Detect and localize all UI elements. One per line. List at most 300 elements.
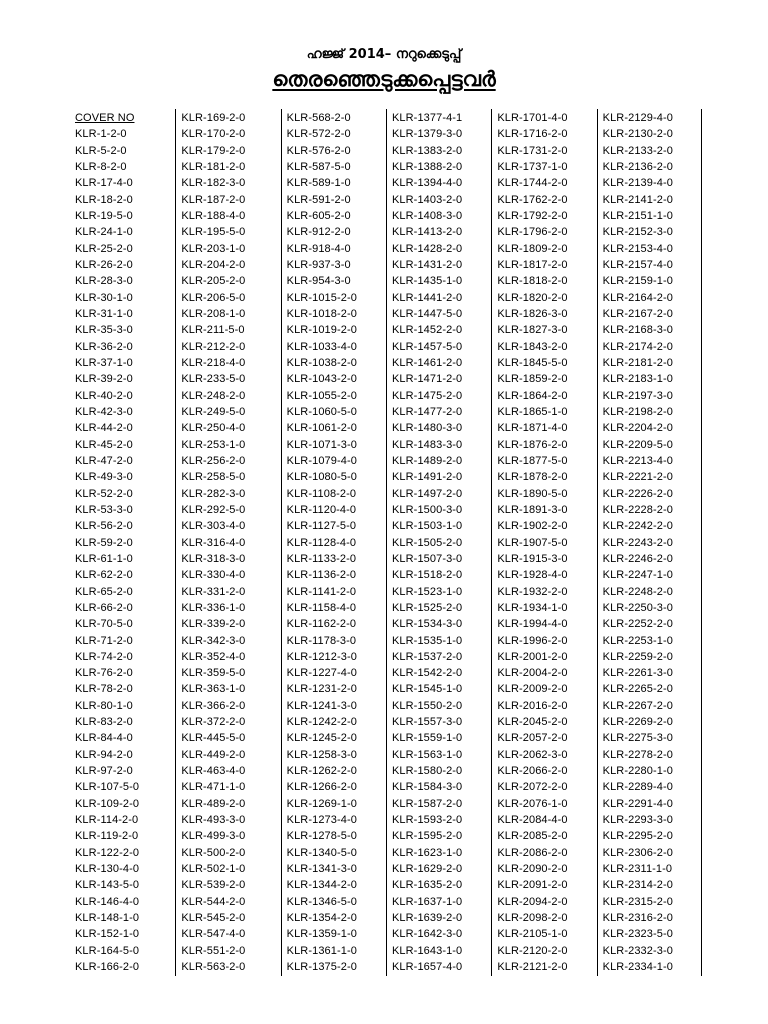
cover-number-cell: KLR-2209-5-0 [602, 438, 673, 451]
cover-number-cell: KLR-143-5-0 [75, 879, 140, 892]
cover-number-cell: KLR-122-2-0 [75, 846, 140, 859]
cover-number-cell: KLR-2265-2-0 [602, 683, 673, 696]
cover-number-cell: KLR-1580-2-0 [391, 765, 463, 778]
cover-number-cell: KLR-2269-2-0 [602, 716, 673, 729]
cover-number-cell: KLR-169-2-0 [181, 112, 246, 124]
cover-number-cell: KLR-331-2-0 [181, 585, 246, 598]
cover-number-cell: KLR-2275-3-0 [602, 732, 673, 745]
cover-number-cell: KLR-2242-2-0 [602, 520, 673, 533]
cover-number-cell: KLR-74-2-0 [75, 650, 133, 663]
cover-number-cell: KLR-2278-2-0 [602, 748, 673, 761]
cover-number-cell: KLR-258-5-0 [181, 471, 246, 484]
cover-number-cell: KLR-78-2-0 [75, 683, 133, 696]
cover-number-cell: KLR-937-3-0 [286, 258, 351, 271]
cover-number-cell: KLR-1080-5-0 [286, 471, 357, 484]
cover-number-cell: KLR-1346-5-0 [286, 895, 357, 908]
table-column [491, 109, 596, 976]
cover-number-cell: KLR-2121-2-0 [497, 961, 568, 974]
cover-number-cell: KLR-19-5-0 [75, 209, 133, 222]
cover-number-cell: KLR-1657-4-0 [391, 961, 463, 974]
cover-number-cell: KLR-1503-1-0 [391, 520, 463, 533]
cover-number-cell: KLR-1015-2-0 [286, 291, 357, 304]
cover-number-cell: KLR-1359-1-0 [286, 928, 357, 941]
cover-number-cell: KLR-76-2-0 [75, 667, 133, 680]
cover-number-cell: KLR-316-4-0 [181, 536, 246, 549]
cover-number-cell: KLR-1278-5-0 [286, 830, 357, 843]
cover-number-cell: KLR-70-5-0 [75, 618, 133, 631]
cover-number-cell: KLR-1595-2-0 [391, 830, 463, 843]
cover-number-cell: KLR-1055-2-0 [286, 389, 357, 402]
page-header [0, 46, 768, 92]
cover-number-cell: KLR-1413-2-0 [391, 226, 463, 239]
cover-number-cell: KLR-1915-3-0 [497, 552, 568, 565]
cover-number-cell: KLR-1242-2-0 [286, 716, 357, 729]
cover-number-cell: KLR-5-2-0 [75, 144, 127, 157]
cover-number-cell: KLR-1932-2-0 [497, 585, 568, 598]
cover-number-cell: KLR-2174-2-0 [602, 340, 673, 353]
cover-number-cell: KLR-2334-1-0 [602, 961, 673, 974]
cover-number-cell: KLR-500-2-0 [181, 846, 246, 859]
cover-number-cell: KLR-352-4-0 [181, 650, 246, 663]
cover-number-cell: KLR-2045-2-0 [497, 716, 568, 729]
cover-number-cell: KLR-1907-5-0 [497, 536, 568, 549]
cover-number-cell: KLR-1231-2-0 [286, 683, 357, 696]
cover-number-cell: KLR-2291-4-0 [602, 797, 673, 810]
cover-number-cell: KLR-218-4-0 [181, 356, 246, 369]
cover-number-cell: KLR-2004-2-0 [497, 667, 568, 680]
cover-number-cell: KLR-2253-1-0 [602, 634, 673, 647]
cover-number-cell: KLR-2136-2-0 [602, 160, 673, 173]
cover-number-cell: KLR-2226-2-0 [602, 487, 673, 500]
cover-number-cell: KLR-18-2-0 [75, 193, 133, 206]
cover-number-cell: KLR-1865-1-0 [497, 405, 568, 418]
cover-number-cell: KLR-2228-2-0 [602, 503, 673, 516]
cover-number-cell: KLR-1375-2-0 [286, 961, 357, 974]
cover-number-cell: KLR-1441-2-0 [391, 291, 463, 304]
cover-number-cell: KLR-1629-2-0 [391, 863, 463, 876]
cover-number-cell: KLR-2167-2-0 [602, 307, 673, 320]
cover-number-cell: KLR-1525-2-0 [391, 601, 463, 614]
cover-number-cell: KLR-1033-4-0 [286, 340, 357, 353]
cover-number-cell: KLR-539-2-0 [181, 879, 246, 892]
cover-number-cell: KLR-1108-2-0 [286, 487, 357, 500]
cover-number-cell: KLR-206-5-0 [181, 291, 246, 304]
cover-number-cell: KLR-2009-2-0 [497, 683, 568, 696]
cover-number-cell: KLR-1061-2-0 [286, 422, 357, 435]
cover-number-cell: KLR-2001-2-0 [497, 650, 568, 663]
cover-number-cell: KLR-2246-2-0 [602, 552, 673, 565]
cover-number-cell: KLR-1060-5-0 [286, 405, 357, 418]
cover-number-cell: KLR-2157-4-0 [602, 258, 673, 271]
cover-number-table [70, 109, 702, 976]
cover-number-cell: KLR-1471-2-0 [391, 373, 463, 386]
cover-number-cell: KLR-1537-2-0 [391, 650, 463, 663]
cover-number-cell: KLR-1639-2-0 [391, 912, 463, 925]
cover-number-cell: KLR-80-1-0 [75, 699, 133, 712]
cover-number-cell: KLR-1505-2-0 [391, 536, 463, 549]
cover-number-cell: KLR-1701-4-0 [497, 112, 568, 124]
cover-number-cell: KLR-8-2-0 [75, 160, 127, 173]
cover-number-cell: KLR-1878-2-0 [497, 471, 568, 484]
cover-number-cell: KLR-303-4-0 [181, 520, 246, 533]
cover-number-cell: KLR-44-2-0 [75, 422, 133, 435]
cover-number-cell: KLR-30-1-0 [75, 291, 133, 304]
cover-number-cell: KLR-1383-2-0 [391, 144, 463, 157]
cover-number-cell: KLR-1820-2-0 [497, 291, 568, 304]
title-wrap [0, 66, 768, 92]
cover-number-cell: KLR-2315-2-0 [602, 895, 673, 908]
cover-number-cell: KLR-45-2-0 [75, 438, 133, 451]
cover-number-cell: KLR-36-2-0 [75, 340, 133, 353]
cover-number-cell: KLR-1542-2-0 [391, 667, 463, 680]
cover-number-cell: KLR-94-2-0 [75, 748, 133, 761]
cover-number-cell: KLR-1994-4-0 [497, 618, 568, 631]
cover-number-cell: KLR-1447-5-0 [391, 307, 463, 320]
cover-number-cell: KLR-166-2-0 [75, 961, 140, 974]
cover-number-cell: KLR-363-1-0 [181, 683, 246, 696]
cover-number-cell: KLR-146-4-0 [75, 895, 140, 908]
cover-number-cell: KLR-2323-5-0 [602, 928, 673, 941]
cover-number-cell: KLR-1262-2-0 [286, 765, 357, 778]
cover-number-cell: KLR-2152-3-0 [602, 226, 673, 239]
cover-number-cell: KLR-1550-2-0 [391, 699, 463, 712]
cover-number-cell: KLR-83-2-0 [75, 716, 133, 729]
cover-number-cell: KLR-97-2-0 [75, 765, 133, 778]
cover-number-cell: KLR-1079-4-0 [286, 454, 357, 467]
cover-number-cell: KLR-56-2-0 [75, 520, 133, 533]
cover-number-cell: KLR-1266-2-0 [286, 781, 357, 794]
cover-number-cell: KLR-1635-2-0 [391, 879, 463, 892]
cover-number-cell: KLR-545-2-0 [181, 912, 246, 925]
cover-number-cell: KLR-119-2-0 [75, 830, 139, 843]
cover-number-cell: KLR-339-2-0 [181, 618, 246, 631]
cover-number-cell: KLR-2151-1-0 [602, 209, 673, 222]
cover-number-cell: KLR-1557-3-0 [391, 716, 463, 729]
cover-number-cell: KLR-2332-3-0 [602, 944, 673, 957]
cover-number-cell: KLR-2183-1-0 [602, 373, 673, 386]
cover-number-cell: KLR-336-1-0 [181, 601, 246, 614]
table-column [597, 109, 702, 976]
cover-number-cell: KLR-1341-3-0 [286, 863, 357, 876]
cover-number-cell: KLR-2062-3-0 [497, 748, 568, 761]
cover-number-cell: KLR-1843-2-0 [497, 340, 568, 353]
cover-number-cell: KLR-2181-2-0 [602, 356, 673, 369]
cover-number-cell: KLR-359-5-0 [181, 667, 246, 680]
cover-number-cell: KLR-1497-2-0 [391, 487, 463, 500]
cover-number-cell: KLR-1871-4-0 [497, 422, 568, 435]
cover-number-cell: KLR-1792-2-0 [497, 209, 568, 222]
cover-number-cell: KLR-195-5-0 [181, 226, 246, 239]
cover-number-cell: KLR-563-2-0 [181, 961, 246, 974]
cover-number-cell: KLR-1273-4-0 [286, 814, 357, 827]
cover-number-cell: KLR-211-5-0 [181, 324, 245, 337]
cover-number-cell: KLR-1876-2-0 [497, 438, 568, 451]
table-column [281, 109, 386, 976]
cover-number-cell: KLR-463-4-0 [181, 765, 246, 778]
cover-number-cell: KLR-1545-1-0 [391, 683, 463, 696]
cover-number-cell: KLR-1491-2-0 [391, 471, 463, 484]
cover-number-cell: KLR-1826-3-0 [497, 307, 568, 320]
cover-number-cell: KLR-1136-2-0 [286, 569, 357, 582]
cover-number-cell: KLR-2316-2-0 [602, 912, 673, 925]
cover-number-cell: KLR-1623-1-0 [391, 846, 463, 859]
cover-number-cell: KLR-109-2-0 [75, 797, 140, 810]
cover-number-cell: KLR-2252-2-0 [602, 618, 673, 631]
cover-number-cell: KLR-2120-2-0 [497, 944, 568, 957]
cover-number-cell: KLR-1435-1-0 [391, 275, 463, 288]
cover-number-cell: KLR-2164-2-0 [602, 291, 673, 304]
cover-number-cell: KLR-179-2-0 [181, 144, 246, 157]
cover-number-cell: KLR-2295-2-0 [602, 830, 673, 843]
cover-number-cell: KLR-65-2-0 [75, 585, 133, 598]
cover-number-cell: KLR-1394-4-0 [391, 177, 463, 190]
cover-number-cell: KLR-1534-3-0 [391, 618, 463, 631]
cover-number-cell: KLR-1158-4-0 [286, 601, 357, 614]
cover-number-cell: KLR-2250-3-0 [602, 601, 673, 614]
cover-number-cell: KLR-292-5-0 [181, 503, 246, 516]
page-subtitle: ഹജ്ജ് 2014– നറുക്കെടുപ്പ് [306, 47, 462, 62]
cover-number-cell: KLR-250-4-0 [181, 422, 246, 435]
cover-number-cell: KLR-25-2-0 [75, 242, 133, 255]
cover-number-cell: KLR-152-1-0 [75, 928, 140, 941]
cover-number-cell: KLR-2086-2-0 [497, 846, 568, 859]
cover-number-cell: KLR-84-4-0 [75, 732, 133, 745]
cover-number-cell: KLR-53-3-0 [75, 503, 133, 516]
cover-number-cell: KLR-1043-2-0 [286, 373, 357, 386]
cover-number-cell: KLR-1377-4-1 [391, 112, 463, 124]
cover-number-cell: KLR-1593-2-0 [391, 814, 463, 827]
cover-number-cell: KLR-1489-2-0 [391, 454, 463, 467]
cover-number-cell: KLR-248-2-0 [181, 389, 246, 402]
cover-number-cell: KLR-205-2-0 [181, 275, 246, 288]
cover-number-cell: KLR-35-3-0 [75, 324, 133, 337]
cover-number-cell: KLR-1864-2-0 [497, 389, 568, 402]
cover-number-cell: KLR-912-2-0 [286, 226, 351, 239]
cover-number-cell: KLR-1818-2-0 [497, 275, 568, 288]
cover-number-cell: KLR-1744-2-0 [497, 177, 568, 190]
cover-number-cell: KLR-1587-2-0 [391, 797, 463, 810]
cover-number-cell: KLR-1127-5-0 [286, 520, 357, 533]
cover-number-cell: KLR-2016-2-0 [497, 699, 568, 712]
cover-number-cell: KLR-28-3-0 [75, 275, 133, 288]
cover-number-cell: KLR-2084-4-0 [497, 814, 568, 827]
cover-number-cell: KLR-188-4-0 [181, 209, 246, 222]
cover-number-cell: KLR-1643-1-0 [391, 944, 463, 957]
cover-number-cell: KLR-1403-2-0 [391, 193, 463, 206]
cover-number-cell: KLR-318-3-0 [181, 552, 246, 565]
cover-number-cell: KLR-1245-2-0 [286, 732, 357, 745]
cover-number-cell: KLR-1827-3-0 [497, 324, 568, 337]
cover-number-cell: KLR-1535-1-0 [391, 634, 463, 647]
cover-number-cell: KLR-1817-2-0 [497, 258, 568, 271]
cover-number-cell: KLR-2090-2-0 [497, 863, 568, 876]
cover-number-cell: KLR-1258-3-0 [286, 748, 357, 761]
cover-number-cell: KLR-2168-3-0 [602, 324, 673, 337]
cover-number-cell: KLR-233-5-0 [181, 373, 246, 386]
cover-number-cell: KLR-256-2-0 [181, 454, 246, 467]
cover-number-cell: KLR-31-1-0 [75, 307, 133, 320]
cover-number-cell: KLR-591-2-0 [286, 193, 351, 206]
cover-number-cell: KLR-1-2-0 [75, 128, 127, 141]
cover-number-cell: KLR-1018-2-0 [286, 307, 357, 320]
cover-number-cell: KLR-1457-5-0 [391, 340, 463, 353]
cover-number-cell: KLR-2085-2-0 [497, 830, 568, 843]
cover-number-cell: KLR-212-2-0 [181, 340, 246, 353]
cover-number-cell: KLR-1212-3-0 [286, 650, 357, 663]
cover-number-cell: KLR-49-3-0 [75, 471, 133, 484]
cover-number-cell: KLR-164-5-0 [75, 944, 140, 957]
cover-number-cell: KLR-1071-3-0 [286, 438, 357, 451]
cover-number-cell: KLR-1178-3-0 [286, 634, 357, 647]
cover-number-cell: KLR-1480-3-0 [391, 422, 463, 435]
table-column [70, 109, 175, 976]
cover-number-cell: KLR-59-2-0 [75, 536, 133, 549]
cover-number-cell: KLR-551-2-0 [181, 944, 246, 957]
cover-number-cell: KLR-1891-3-0 [497, 503, 568, 516]
cover-number-cell: KLR-170-2-0 [181, 128, 246, 141]
cover-number-cell: KLR-2057-2-0 [497, 732, 568, 745]
cover-number-cell: KLR-2094-2-0 [497, 895, 568, 908]
cover-number-cell: KLR-2197-3-0 [602, 389, 673, 402]
cover-number-cell: KLR-40-2-0 [75, 389, 133, 402]
cover-number-cell: KLR-493-3-0 [181, 814, 246, 827]
cover-number-cell: KLR-2259-2-0 [602, 650, 673, 663]
cover-number-cell: KLR-1128-4-0 [286, 536, 357, 549]
cover-number-cell: KLR-1716-2-0 [497, 128, 568, 141]
cover-number-cell: KLR-499-3-0 [181, 830, 246, 843]
cover-number-cell: KLR-1452-2-0 [391, 324, 463, 337]
cover-number-cell: KLR-1019-2-0 [286, 324, 357, 337]
cover-number-cell: KLR-187-2-0 [181, 193, 246, 206]
cover-number-cell: KLR-1934-1-0 [497, 601, 568, 614]
cover-number-cell: KLR-589-1-0 [286, 177, 351, 190]
cover-number-cell: KLR-2153-4-0 [602, 242, 673, 255]
cover-number-cell: KLR-342-3-0 [181, 634, 246, 647]
cover-number-cell: KLR-2314-2-0 [602, 879, 673, 892]
cover-number-cell: KLR-587-5-0 [286, 160, 351, 173]
cover-number-cell: KLR-2204-2-0 [602, 422, 673, 435]
cover-number-cell: KLR-1428-2-0 [391, 242, 463, 255]
cover-number-cell: KLR-204-2-0 [181, 258, 246, 271]
cover-number-cell: KLR-572-2-0 [286, 128, 351, 141]
cover-number-cell: KLR-253-1-0 [181, 438, 246, 451]
cover-number-cell: KLR-203-1-0 [181, 242, 246, 255]
cover-number-cell: KLR-2247-1-0 [602, 569, 673, 582]
cover-number-cell: KLR-1559-1-0 [391, 732, 463, 745]
cover-number-cell: KLR-1475-2-0 [391, 389, 463, 402]
cover-number-cell: KLR-2280-1-0 [602, 765, 673, 778]
cover-number-cell: KLR-17-4-0 [75, 177, 133, 190]
cover-number-cell: KLR-605-2-0 [286, 209, 351, 222]
cover-number-cell: KLR-2306-2-0 [602, 846, 673, 859]
cover-number-cell: KLR-26-2-0 [75, 258, 133, 271]
cover-number-cell: KLR-1890-5-0 [497, 487, 568, 500]
cover-number-cell: KLR-1563-1-0 [391, 748, 463, 761]
cover-number-cell: KLR-130-4-0 [75, 863, 140, 876]
cover-number-cell: KLR-62-2-0 [75, 569, 133, 582]
page-title: തെരഞ്ഞെടുക്കപ്പെട്ടവർ [272, 67, 496, 91]
cover-number-cell: KLR-547-4-0 [181, 928, 246, 941]
cover-number-cell: KLR-2098-2-0 [497, 912, 568, 925]
cover-number-cell: KLR-208-1-0 [181, 307, 246, 320]
cover-number-cell: KLR-61-1-0 [75, 552, 133, 565]
cover-number-cell: KLR-39-2-0 [75, 373, 133, 386]
cover-number-cell: KLR-544-2-0 [181, 895, 246, 908]
cover-number-cell: KLR-1500-3-0 [391, 503, 463, 516]
cover-number-cell: KLR-1408-3-0 [391, 209, 463, 222]
cover-number-cell: KLR-1637-1-0 [391, 895, 463, 908]
cover-number-cell: KLR-445-5-0 [181, 732, 246, 745]
cover-number-cell: KLR-2139-4-0 [602, 177, 673, 190]
cover-number-cell: KLR-489-2-0 [181, 797, 246, 810]
table-column [386, 109, 491, 976]
cover-number-cell: KLR-114-2-0 [75, 814, 139, 827]
cover-number-cell: KLR-52-2-0 [75, 487, 133, 500]
cover-number-cell: KLR-1996-2-0 [497, 634, 568, 647]
cover-number-cell: KLR-1141-2-0 [286, 585, 357, 598]
cover-number-cell: KLR-2293-3-0 [602, 814, 673, 827]
cover-number-cell: KLR-2072-2-0 [497, 781, 568, 794]
cover-number-cell: KLR-1038-2-0 [286, 356, 357, 369]
cover-number-cell: KLR-66-2-0 [75, 601, 133, 614]
cover-number-cell: KLR-2289-4-0 [602, 781, 673, 794]
cover-number-cell: KLR-2091-2-0 [497, 879, 568, 892]
cover-number-cell: KLR-282-3-0 [181, 487, 246, 500]
cover-number-cell: KLR-1902-2-0 [497, 520, 568, 533]
cover-number-cell: KLR-42-3-0 [75, 405, 133, 418]
cover-number-cell: KLR-1461-2-0 [391, 356, 463, 369]
cover-number-cell: KLR-2221-2-0 [602, 471, 673, 484]
cover-number-cell: KLR-1120-4-0 [286, 503, 357, 516]
cover-number-cell: KLR-1388-2-0 [391, 160, 463, 173]
cover-number-cell: KLR-71-2-0 [75, 634, 133, 647]
cover-number-cell: KLR-1227-4-0 [286, 667, 357, 680]
cover-number-cell: KLR-47-2-0 [75, 454, 133, 467]
cover-number-cell: KLR-1431-2-0 [391, 258, 463, 271]
cover-number-cell: KLR-37-1-0 [75, 356, 133, 369]
cover-number-cell: KLR-1340-5-0 [286, 846, 357, 859]
column-header: COVER NO [75, 112, 135, 124]
cover-number-cell: KLR-1859-2-0 [497, 373, 568, 386]
cover-number-cell: KLR-2141-2-0 [602, 193, 673, 206]
cover-number-cell: KLR-2159-1-0 [602, 275, 673, 288]
cover-number-cell: KLR-24-1-0 [75, 226, 133, 239]
table-column [175, 109, 280, 976]
cover-number-cell: KLR-2066-2-0 [497, 765, 568, 778]
cover-number-cell: KLR-2261-3-0 [602, 667, 673, 680]
cover-number-cell: KLR-2076-1-0 [497, 797, 568, 810]
cover-number-cell: KLR-568-2-0 [286, 112, 351, 124]
cover-number-cell: KLR-1344-2-0 [286, 879, 357, 892]
cover-number-cell: KLR-449-2-0 [181, 748, 246, 761]
cover-number-cell: KLR-2105-1-0 [497, 928, 568, 941]
cover-number-cell: KLR-1928-4-0 [497, 569, 568, 582]
cover-number-cell: KLR-2267-2-0 [602, 699, 673, 712]
cover-number-cell: KLR-576-2-0 [286, 144, 351, 157]
cover-number-cell: KLR-1162-2-0 [286, 618, 357, 631]
cover-number-cell: KLR-954-3-0 [286, 275, 351, 288]
cover-number-cell: KLR-1361-1-0 [286, 944, 357, 957]
cover-number-cell: KLR-1523-1-0 [391, 585, 463, 598]
cover-number-cell: KLR-1477-2-0 [391, 405, 463, 418]
cover-number-cell: KLR-181-2-0 [181, 160, 246, 173]
cover-number-cell: KLR-1584-3-0 [391, 781, 463, 794]
cover-number-cell: KLR-2248-2-0 [602, 585, 673, 598]
cover-number-cell: KLR-1269-1-0 [286, 797, 357, 810]
cover-number-cell: KLR-1483-3-0 [391, 438, 463, 451]
cover-number-cell: KLR-471-1-0 [181, 781, 246, 794]
cover-number-cell: KLR-1737-1-0 [497, 160, 568, 173]
